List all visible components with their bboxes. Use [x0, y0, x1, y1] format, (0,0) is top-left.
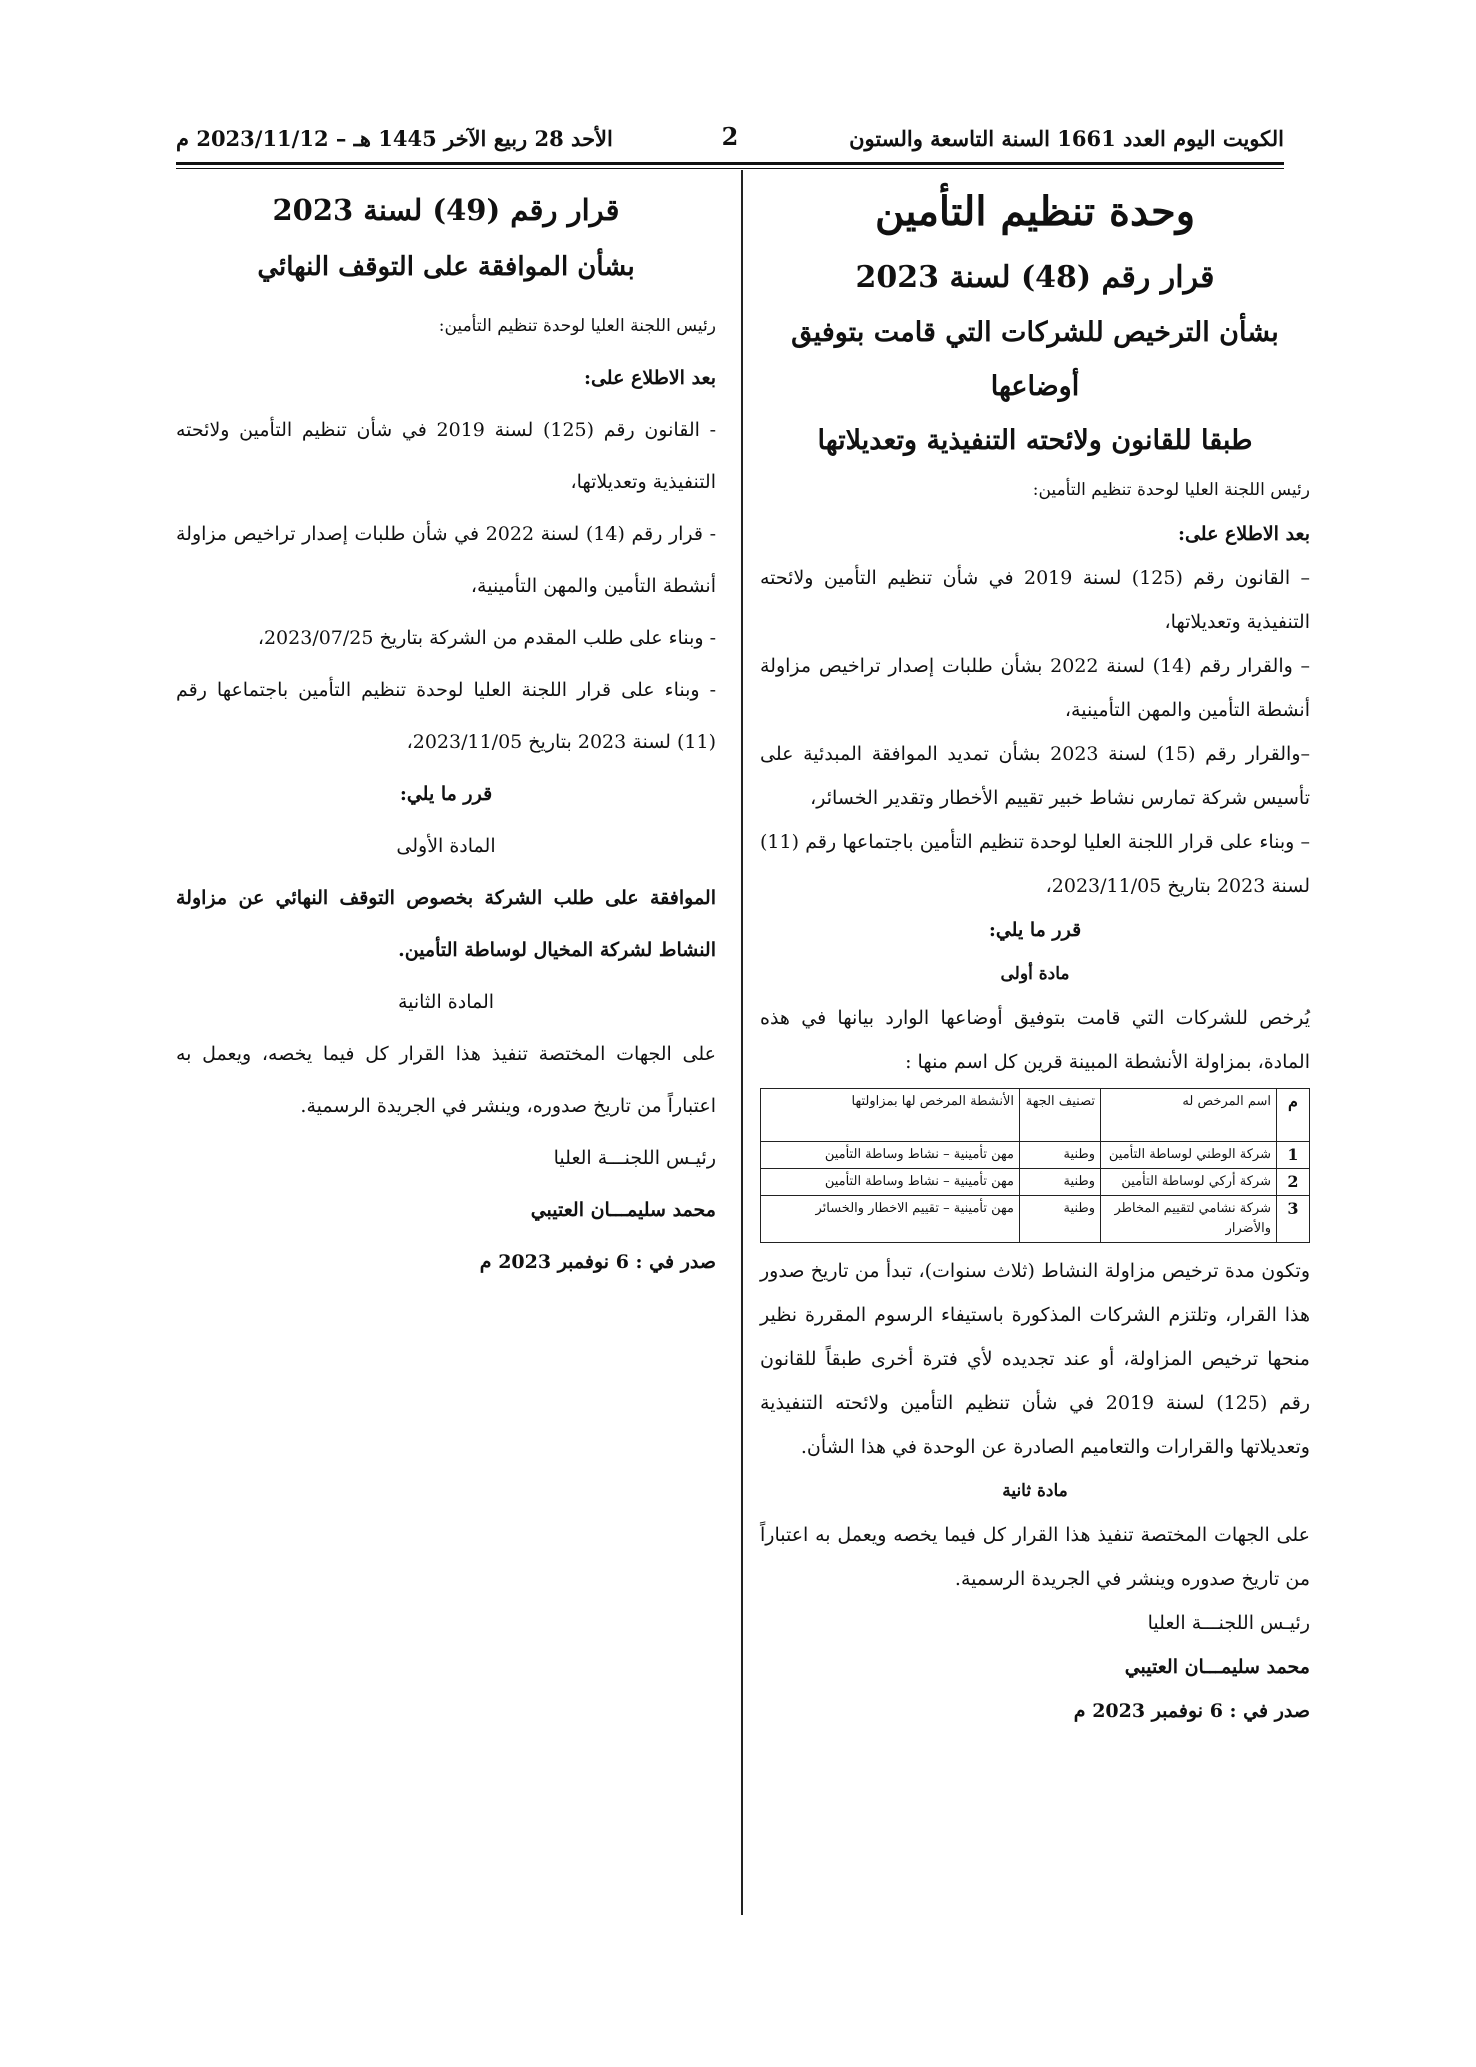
decision-48-recital-3: –والقرار رقم (15) لسنة 2023 بشأن تمديد الموافقة المبدئية على تأسيس شركة تمارس نشاط خبير تقييم الأخطار وتقدير الخسائر،: [760, 743, 1310, 809]
decision-48-issued-date: صدر في : 6 نوفمبر 2023 م: [1073, 1700, 1310, 1722]
decision-48-recital-2: – والقرار رقم (14) لسنة 2022 بشأن طلبات إصدار تراخيص مزاولة أنشطة التأمين والمهن التأمينية،: [760, 655, 1311, 721]
table-cell: وطنية: [1020, 1169, 1101, 1196]
decision-49-article1-text: الموافقة على طلب الشركة بخصوص التوقف النهائي عن مزاولة النشاط لشركة المخيال لوساطة التأمين.: [176, 887, 716, 961]
table-cell: مهن تأمينية – تقييم الاخطار والخسائر: [761, 1196, 1020, 1243]
decision-48-article1-followup: وتكون مدة ترخيص مزاولة النشاط (ثلاث سنوات)، تبدأ من تاريخ صدور هذا القرار، وتلتزم الشركات المذكورة باستيفاء الرسوم المقررة نظير منحها ترخيص المزاولة، أو عند تجديده لأي فترة أخرى طبقاً للقانون رقم (125) لسنة 2019 في شأن تنظيم التأمين ولائحته التنفيذية وتعديلاتها والقرارات والتعاميم الصادرة عن الوحدة في هذا الشأن.: [760, 1260, 1310, 1458]
page-number: 2: [721, 122, 739, 151]
decision-49-column: [176, 182, 716, 1288]
table-header-cell: الأنشطة المرخص لها بمزاولتها: [761, 1089, 1020, 1142]
decision-48-signer-name: محمد سليمـــان العتيبي: [1124, 1656, 1310, 1678]
decision-49-signer-title: رئيـس اللجنـــة العليا: [553, 1147, 716, 1169]
decision-49-recital-4: - وبناء على قرار اللجنة العليا لوحدة تنظيم التأمين باجتماعها رقم (11) لسنة 2023 بتاريخ 2023/11/05،: [176, 679, 716, 753]
decision-48-issuer: رئيس اللجنة العليا لوحدة تنظيم التأمين:: [1032, 480, 1310, 500]
table-header-cell: م: [1277, 1089, 1310, 1142]
table-cell: شركة نشامي لتقييم المخاطر والأضرار: [1101, 1196, 1277, 1243]
table-cell: شركة أركي لوساطة التأمين: [1101, 1169, 1277, 1196]
table-row: [761, 1169, 1310, 1196]
table-cell: وطنية: [1020, 1196, 1101, 1243]
table-header-row: [761, 1089, 1310, 1142]
decision-48-article2-text: على الجهات المختصة تنفيذ هذا القرار كل فيما يخصه ويعمل به اعتباراً من تاريخ صدوره وينشر في الجريدة الرسمية.: [760, 1524, 1310, 1590]
table-cell: مهن تأمينية – نشاط وساطة التأمين: [761, 1142, 1020, 1169]
table-header-cell: اسم المرخص له: [1101, 1089, 1277, 1142]
decision-48-column: [760, 182, 1310, 1733]
column-divider: [741, 170, 743, 1915]
decision-48-signer-title: رئيـس اللجنـــة العليا: [1147, 1612, 1310, 1634]
decision-49-issued-date: صدر في : 6 نوفمبر 2023 م: [479, 1251, 716, 1273]
decision-49-article2-text: على الجهات المختصة تنفيذ هذا القرار كل فيما يخصه، ويعمل به اعتباراً من تاريخ صدوره، وينشر في الجريدة الرسمية.: [176, 1043, 716, 1117]
decision-49-article2-title: المادة الثانية: [397, 991, 495, 1013]
header-rule-thick: [176, 162, 1284, 165]
decision-49-recital-3: - وبناء على طلب المقدم من الشركة بتاريخ 2023/07/25،: [257, 627, 716, 649]
decision-49-number: قرار رقم (49) لسنة 2023: [272, 193, 620, 227]
table-row: [761, 1142, 1310, 1169]
decision-49-recital-2: - قرار رقم (14) لسنة 2022 في شأن طلبات إصدار تراخيص مزاولة أنشطة التأمين والمهن التأمينية،: [176, 523, 717, 597]
decision-49-issuer: رئيس اللجنة العليا لوحدة تنظيم التأمين:: [438, 316, 716, 336]
table-cell: 2: [1277, 1169, 1310, 1196]
decision-48-recital-1: – القانون رقم (125) لسنة 2019 في شأن تنظيم التأمين ولائحته التنفيذية وتعديلاتها،: [760, 567, 1310, 633]
table-cell: مهن تأمينية – نشاط وساطة التأمين: [761, 1169, 1020, 1196]
licensees-table: [760, 1088, 1310, 1243]
table-cell: 1: [1277, 1142, 1310, 1169]
table-header-cell: تصنيف الجهة: [1020, 1089, 1101, 1142]
page-header: [176, 122, 1284, 162]
agency-title: وحدة تنظيم التأمين: [874, 188, 1196, 235]
table-cell: شركة الوطني لوساطة التأمين: [1101, 1142, 1277, 1169]
decision-48-number: قرار رقم (48) لسنة 2023: [855, 260, 1215, 295]
decision-48-after-review: بعد الاطلاع على:: [1177, 523, 1310, 545]
decision-49-recital-1: - القانون رقم (125) لسنة 2019 في شأن تنظيم التأمين ولائحته التنفيذية وتعديلاتها،: [176, 419, 717, 493]
decision-48-subject-line1: بشأن الترخيص للشركات التي قامت بتوفيق أوضاعها: [791, 317, 1279, 402]
decision-49-subject: بشأن الموافقة على التوقف النهائي: [257, 252, 635, 282]
header-rule-thin: [176, 168, 1284, 169]
decision-48-recital-4: – وبناء على قرار اللجنة العليا لوحدة تنظيم التأمين باجتماعها رقم (11) لسنة 2023 بتاريخ 2023/11/05،: [760, 831, 1310, 897]
decision-49-after-review: بعد الاطلاع على:: [583, 367, 716, 389]
decision-48-subject-line2: طبقا للقانون ولائحته التنفيذية وتعديلاتها: [817, 425, 1253, 456]
decision-48-decided: قرر ما يلي:: [988, 919, 1082, 941]
gazette-issue-info: الكويت اليوم العدد 1661 السنة التاسعة والستون: [849, 126, 1284, 151]
decision-49-signer-name: محمد سليمـــان العتيبي: [530, 1199, 716, 1221]
decision-48-article1-text: يُرخص للشركات التي قامت بتوفيق أوضاعها الوارد بيانها في هذه المادة، بمزاولة الأنشطة المبينة قرين كل اسم منها :: [760, 1007, 1310, 1073]
decision-49-decided: قرر ما يلي:: [399, 783, 493, 805]
table-cell: وطنية: [1020, 1142, 1101, 1169]
decision-49-article1-title: المادة الأولى: [396, 835, 496, 857]
decision-48-article2-title: مادة ثانية: [1002, 1481, 1068, 1501]
table-cell: 3: [1277, 1196, 1310, 1243]
decision-48-article1-title: مادة أولى: [1000, 964, 1070, 984]
table-row: [761, 1196, 1310, 1243]
issue-date: الأحد 28 ربيع الآخر 1445 هـ – 2023/11/12 م: [176, 126, 613, 151]
